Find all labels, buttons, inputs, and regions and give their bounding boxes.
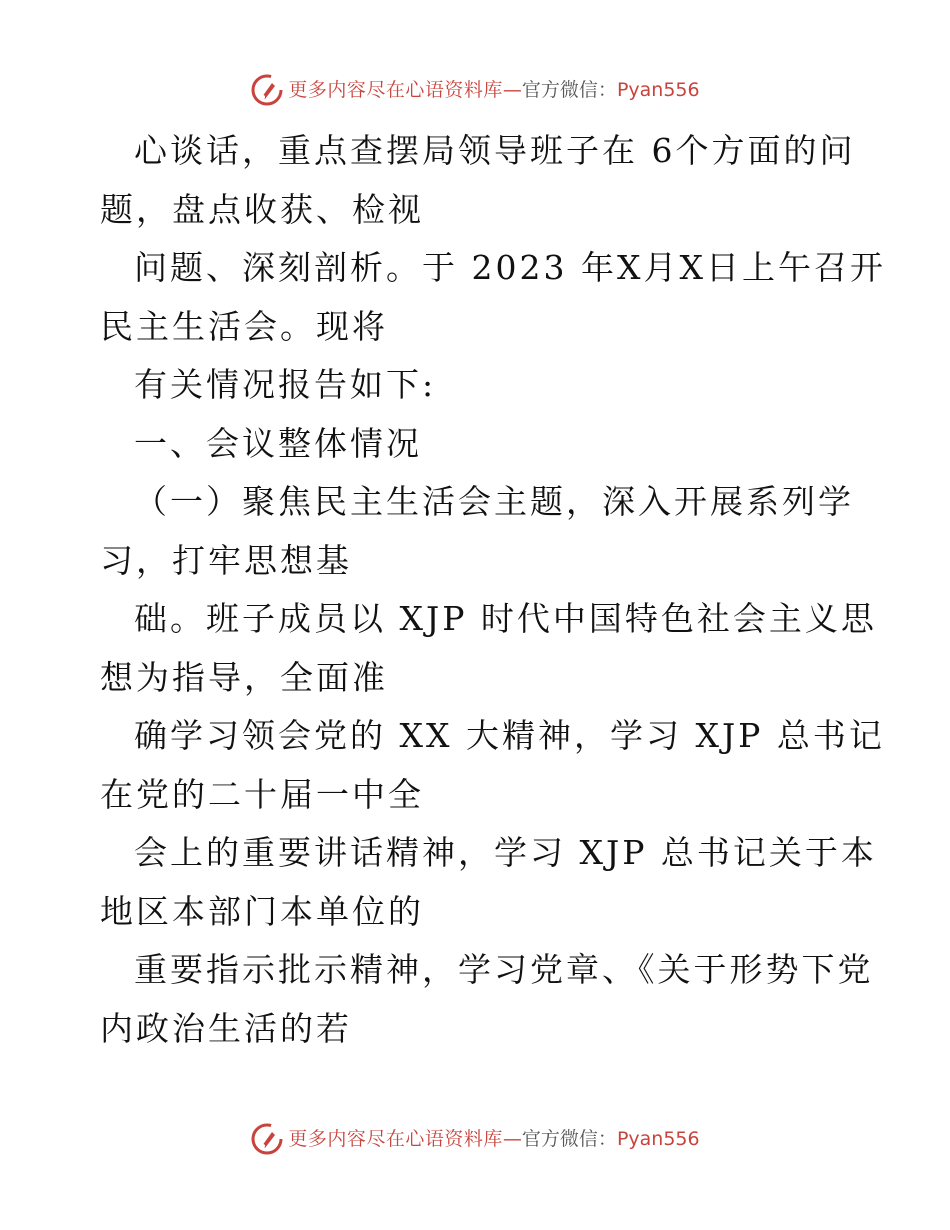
text-line: 问题、深刻剖析。于 2023 年X月X日上午召开	[134, 248, 886, 287]
pen-nib-circle-icon	[250, 1122, 284, 1156]
footer-watermark	[0, 1119, 950, 1159]
text-line: 在党的二十届一中全	[100, 774, 424, 814]
document-body	[100, 122, 886, 1058]
text-line: 心谈话，重点查摆局领导班子在 6个方面的问	[134, 131, 856, 170]
watermark-wechat-id: Pyan556	[616, 1128, 700, 1150]
text-line: 题，盘点收获、检视	[100, 189, 424, 229]
watermark-text: 更多内容尽在心语资料库	[288, 1128, 503, 1150]
watermark-official-label: 官方微信：	[521, 1128, 617, 1150]
text-line: 习，打牢思想基	[100, 540, 352, 580]
text-line: 地区本部门本单位的	[100, 891, 424, 931]
watermark-official-label: 官方微信：	[521, 79, 617, 101]
watermark-separator: —	[502, 1128, 522, 1150]
text-line: 有关情况报告如下:	[134, 365, 437, 404]
text-line: 会上的重要讲话精神，学习 XJP 总书记关于本	[134, 833, 877, 872]
text-line: 一、会议整体情况	[134, 423, 422, 463]
watermark-separator: —	[502, 79, 522, 101]
watermark-wechat-id: Pyan556	[616, 79, 700, 101]
watermark-text: 更多内容尽在心语资料库	[288, 79, 503, 101]
text-line: 内政治生活的若	[100, 1008, 352, 1048]
text-line: 重要指示批示精神，学习党章、《关于形势下党	[134, 950, 874, 989]
header-watermark	[0, 70, 950, 110]
text-line: 想为指导，全面准	[100, 657, 388, 697]
text-line: 础。班子成员以 XJP 时代中国特色社会主义思	[134, 599, 877, 638]
text-line: （一）聚焦民主生活会主题，深入开展系列学	[134, 482, 854, 521]
text-line: 民主生活会。现将	[100, 306, 388, 346]
text-line: 确学习领会党的 XX 大精神，学习 XJP 总书记	[134, 716, 885, 755]
pen-nib-circle-icon	[250, 73, 284, 107]
